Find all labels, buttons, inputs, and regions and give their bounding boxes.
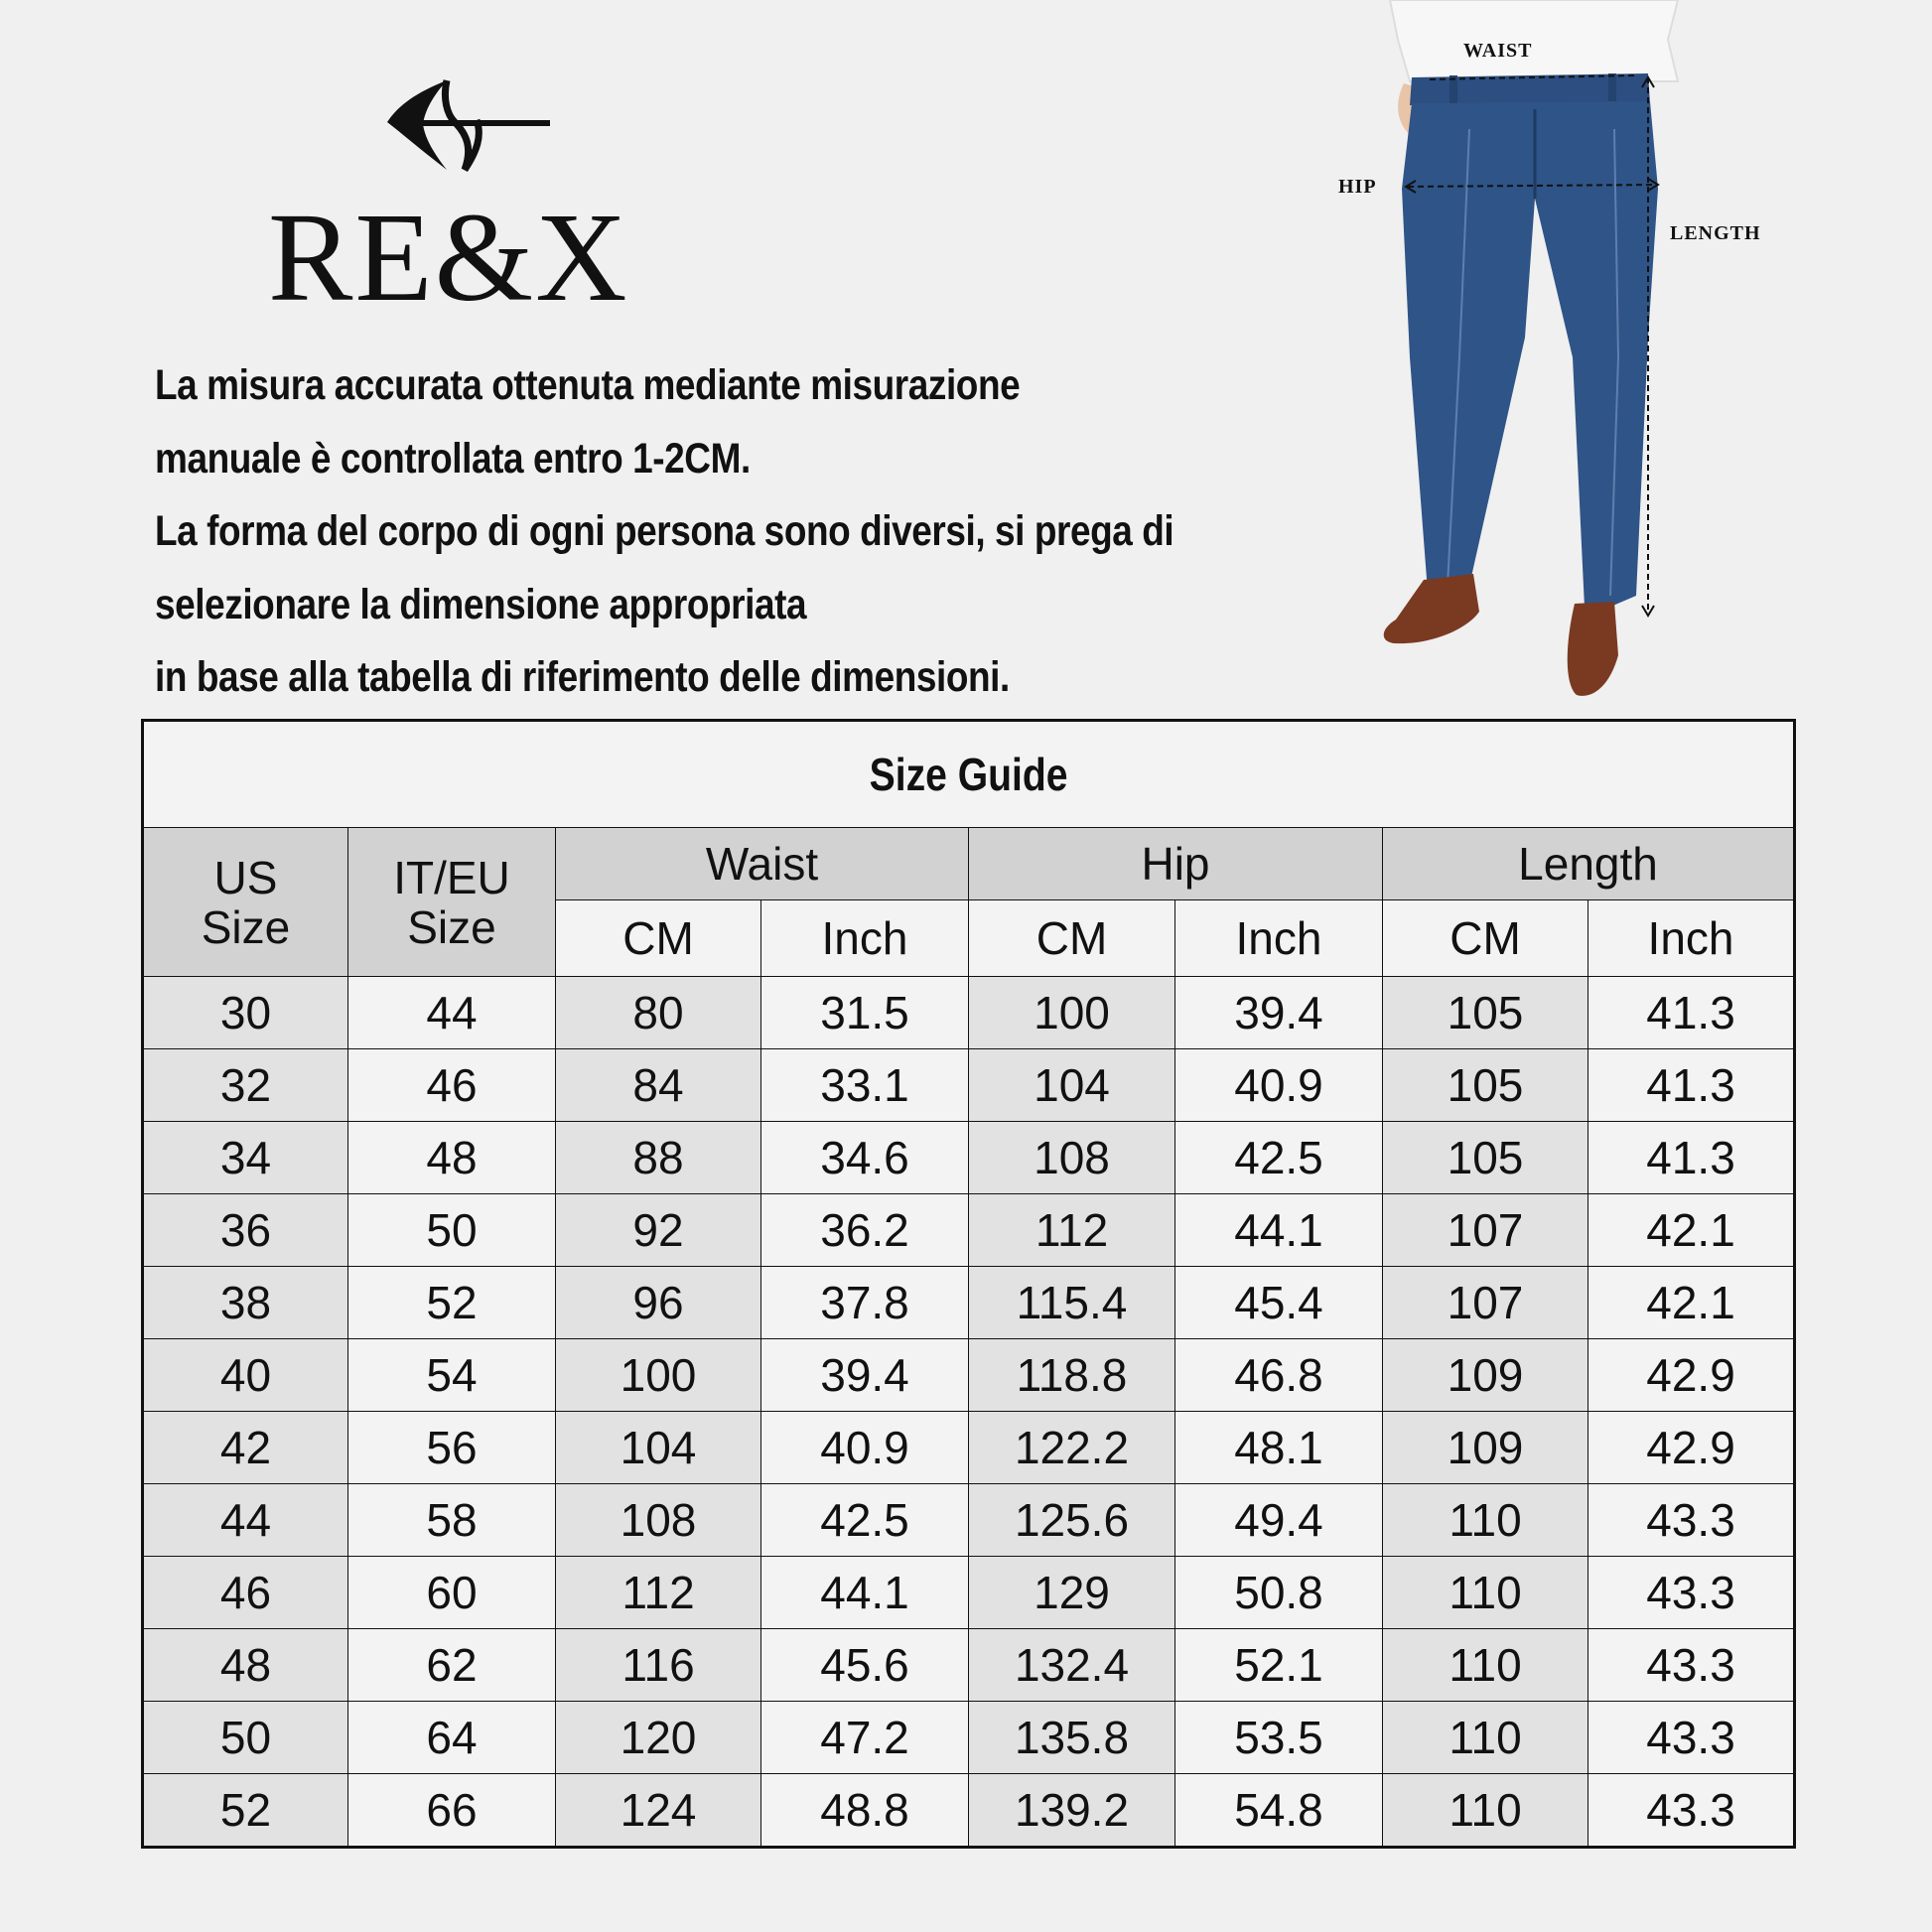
cell-hip-cm: 122.2 — [969, 1412, 1175, 1484]
cell-waist-inch: 37.8 — [761, 1267, 969, 1339]
cell-us-size: 52 — [143, 1774, 348, 1848]
cell-length-cm: 110 — [1383, 1484, 1588, 1557]
cell-hip-cm: 115.4 — [969, 1267, 1175, 1339]
header-us-line2: Size — [201, 900, 291, 953]
header-waist-inch: Inch — [761, 900, 969, 977]
table-row — [143, 1774, 1795, 1848]
cell-us-size: 50 — [143, 1702, 348, 1774]
brand-name: RE&X — [268, 187, 629, 328]
cell-waist-cm: 88 — [556, 1122, 761, 1194]
cell-hip-cm: 118.8 — [969, 1339, 1175, 1412]
cell-us-size: 40 — [143, 1339, 348, 1412]
cell-hip-cm: 125.6 — [969, 1484, 1175, 1557]
cell-length-inch: 41.3 — [1588, 1122, 1795, 1194]
cell-us-size: 32 — [143, 1049, 348, 1122]
cell-hip-inch: 52.1 — [1175, 1629, 1383, 1702]
cell-hip-cm: 104 — [969, 1049, 1175, 1122]
cell-length-inch: 42.1 — [1588, 1194, 1795, 1267]
cell-waist-inch: 39.4 — [761, 1339, 969, 1412]
cell-hip-inch: 45.4 — [1175, 1267, 1383, 1339]
cell-hip-inch: 48.1 — [1175, 1412, 1383, 1484]
cell-length-cm: 105 — [1383, 1122, 1588, 1194]
description-text — [155, 349, 1179, 715]
brand-emblem-icon — [377, 74, 556, 174]
header-us-size — [143, 828, 348, 977]
cell-length-inch: 43.3 — [1588, 1629, 1795, 1702]
hip-label: HIP — [1338, 176, 1377, 198]
brand-logo — [268, 74, 645, 328]
description-line: La misura accurata ottenuta mediante misurazione — [155, 361, 1021, 409]
cell-hip-cm: 112 — [969, 1194, 1175, 1267]
header-length-inch: Inch — [1588, 900, 1795, 977]
cell-eu-size: 58 — [348, 1484, 556, 1557]
cell-length-inch: 43.3 — [1588, 1702, 1795, 1774]
cell-waist-cm: 100 — [556, 1339, 761, 1412]
cell-waist-cm: 120 — [556, 1702, 761, 1774]
table-row — [143, 1412, 1795, 1484]
cell-length-cm: 105 — [1383, 1049, 1588, 1122]
table-row — [143, 1557, 1795, 1629]
cell-length-inch: 43.3 — [1588, 1774, 1795, 1848]
trousers-figure — [1320, 0, 1797, 705]
cell-waist-inch: 33.1 — [761, 1049, 969, 1122]
header-length-cm: CM — [1383, 900, 1588, 977]
cell-eu-size: 44 — [348, 977, 556, 1049]
cell-length-cm: 109 — [1383, 1412, 1588, 1484]
cell-waist-inch: 45.6 — [761, 1629, 969, 1702]
description-line: La forma del corpo di ogni persona sono diversi, si prega di — [155, 507, 1174, 555]
cell-waist-cm: 108 — [556, 1484, 761, 1557]
cell-eu-size: 50 — [348, 1194, 556, 1267]
table-row — [143, 1267, 1795, 1339]
cell-waist-inch: 31.5 — [761, 977, 969, 1049]
waist-label: WAIST — [1463, 40, 1533, 62]
table-row — [143, 1629, 1795, 1702]
cell-hip-cm: 108 — [969, 1122, 1175, 1194]
length-label: LENGTH — [1670, 222, 1761, 244]
table-row — [143, 1049, 1795, 1122]
table-row — [143, 1484, 1795, 1557]
cell-hip-inch: 39.4 — [1175, 977, 1383, 1049]
cell-waist-cm: 92 — [556, 1194, 761, 1267]
cell-hip-cm: 132.4 — [969, 1629, 1175, 1702]
header-waist: Waist — [556, 828, 969, 900]
cell-length-cm: 110 — [1383, 1629, 1588, 1702]
cell-hip-inch: 44.1 — [1175, 1194, 1383, 1267]
cell-eu-size: 66 — [348, 1774, 556, 1848]
cell-length-cm: 107 — [1383, 1194, 1588, 1267]
header-length: Length — [1383, 828, 1795, 900]
cell-length-cm: 109 — [1383, 1339, 1588, 1412]
cell-eu-size: 54 — [348, 1339, 556, 1412]
cell-eu-size: 52 — [348, 1267, 556, 1339]
cell-waist-inch: 34.6 — [761, 1122, 969, 1194]
cell-us-size: 44 — [143, 1484, 348, 1557]
header-eu-line1: IT/EU — [393, 851, 510, 903]
header-hip-inch: Inch — [1175, 900, 1383, 977]
cell-length-inch: 42.9 — [1588, 1412, 1795, 1484]
cell-waist-inch: 40.9 — [761, 1412, 969, 1484]
cell-length-inch: 41.3 — [1588, 1049, 1795, 1122]
size-guide-table — [141, 719, 1796, 1849]
cell-length-cm: 105 — [1383, 977, 1588, 1049]
cell-waist-cm: 104 — [556, 1412, 761, 1484]
description-line: selezionare la dimensione appropriata — [155, 580, 807, 628]
cell-waist-inch: 44.1 — [761, 1557, 969, 1629]
size-rows — [143, 977, 1795, 1848]
header-waist-cm: CM — [556, 900, 761, 977]
cell-hip-inch: 49.4 — [1175, 1484, 1383, 1557]
cell-length-inch: 42.9 — [1588, 1339, 1795, 1412]
cell-hip-cm: 139.2 — [969, 1774, 1175, 1848]
table-row — [143, 1339, 1795, 1412]
cell-waist-cm: 124 — [556, 1774, 761, 1848]
header-us-line1: US — [213, 851, 278, 903]
cell-waist-cm: 112 — [556, 1557, 761, 1629]
cell-length-cm: 107 — [1383, 1267, 1588, 1339]
cell-eu-size: 48 — [348, 1122, 556, 1194]
cell-waist-inch: 36.2 — [761, 1194, 969, 1267]
cell-waist-inch: 47.2 — [761, 1702, 969, 1774]
cell-hip-cm: 100 — [969, 977, 1175, 1049]
cell-length-inch: 42.1 — [1588, 1267, 1795, 1339]
cell-hip-inch: 46.8 — [1175, 1339, 1383, 1412]
cell-eu-size: 56 — [348, 1412, 556, 1484]
cell-us-size: 46 — [143, 1557, 348, 1629]
trousers-illustration — [1320, 0, 1797, 705]
cell-length-inch: 41.3 — [1588, 977, 1795, 1049]
cell-waist-inch: 48.8 — [761, 1774, 969, 1848]
cell-us-size: 38 — [143, 1267, 348, 1339]
table-row — [143, 977, 1795, 1049]
cell-length-cm: 110 — [1383, 1702, 1588, 1774]
cell-hip-inch: 54.8 — [1175, 1774, 1383, 1848]
cell-length-inch: 43.3 — [1588, 1484, 1795, 1557]
table-row — [143, 1122, 1795, 1194]
cell-us-size: 36 — [143, 1194, 348, 1267]
cell-us-size: 48 — [143, 1629, 348, 1702]
table-row — [143, 1702, 1795, 1774]
cell-us-size: 42 — [143, 1412, 348, 1484]
cell-length-cm: 110 — [1383, 1557, 1588, 1629]
cell-waist-cm: 96 — [556, 1267, 761, 1339]
cell-us-size: 30 — [143, 977, 348, 1049]
cell-waist-cm: 80 — [556, 977, 761, 1049]
cell-waist-cm: 116 — [556, 1629, 761, 1702]
cell-eu-size: 62 — [348, 1629, 556, 1702]
header-eu-size — [348, 828, 556, 977]
cell-hip-inch: 53.5 — [1175, 1702, 1383, 1774]
table-title: Size Guide — [869, 749, 1068, 800]
cell-eu-size: 46 — [348, 1049, 556, 1122]
cell-eu-size: 60 — [348, 1557, 556, 1629]
cell-hip-inch: 40.9 — [1175, 1049, 1383, 1122]
cell-hip-cm: 135.8 — [969, 1702, 1175, 1774]
cell-length-cm: 110 — [1383, 1774, 1588, 1848]
cell-hip-inch: 42.5 — [1175, 1122, 1383, 1194]
header-hip: Hip — [969, 828, 1383, 900]
description-line: in base alla tabella di riferimento delle dimensioni. — [155, 653, 1010, 701]
cell-eu-size: 64 — [348, 1702, 556, 1774]
cell-us-size: 34 — [143, 1122, 348, 1194]
table-title-cell — [143, 721, 1795, 828]
cell-length-inch: 43.3 — [1588, 1557, 1795, 1629]
header-hip-cm: CM — [969, 900, 1175, 977]
cell-waist-cm: 84 — [556, 1049, 761, 1122]
header-eu-line2: Size — [407, 900, 496, 953]
cell-waist-inch: 42.5 — [761, 1484, 969, 1557]
table-row — [143, 1194, 1795, 1267]
cell-hip-inch: 50.8 — [1175, 1557, 1383, 1629]
cell-hip-cm: 129 — [969, 1557, 1175, 1629]
description-line: manuale è controllata entro 1-2CM. — [155, 434, 751, 483]
